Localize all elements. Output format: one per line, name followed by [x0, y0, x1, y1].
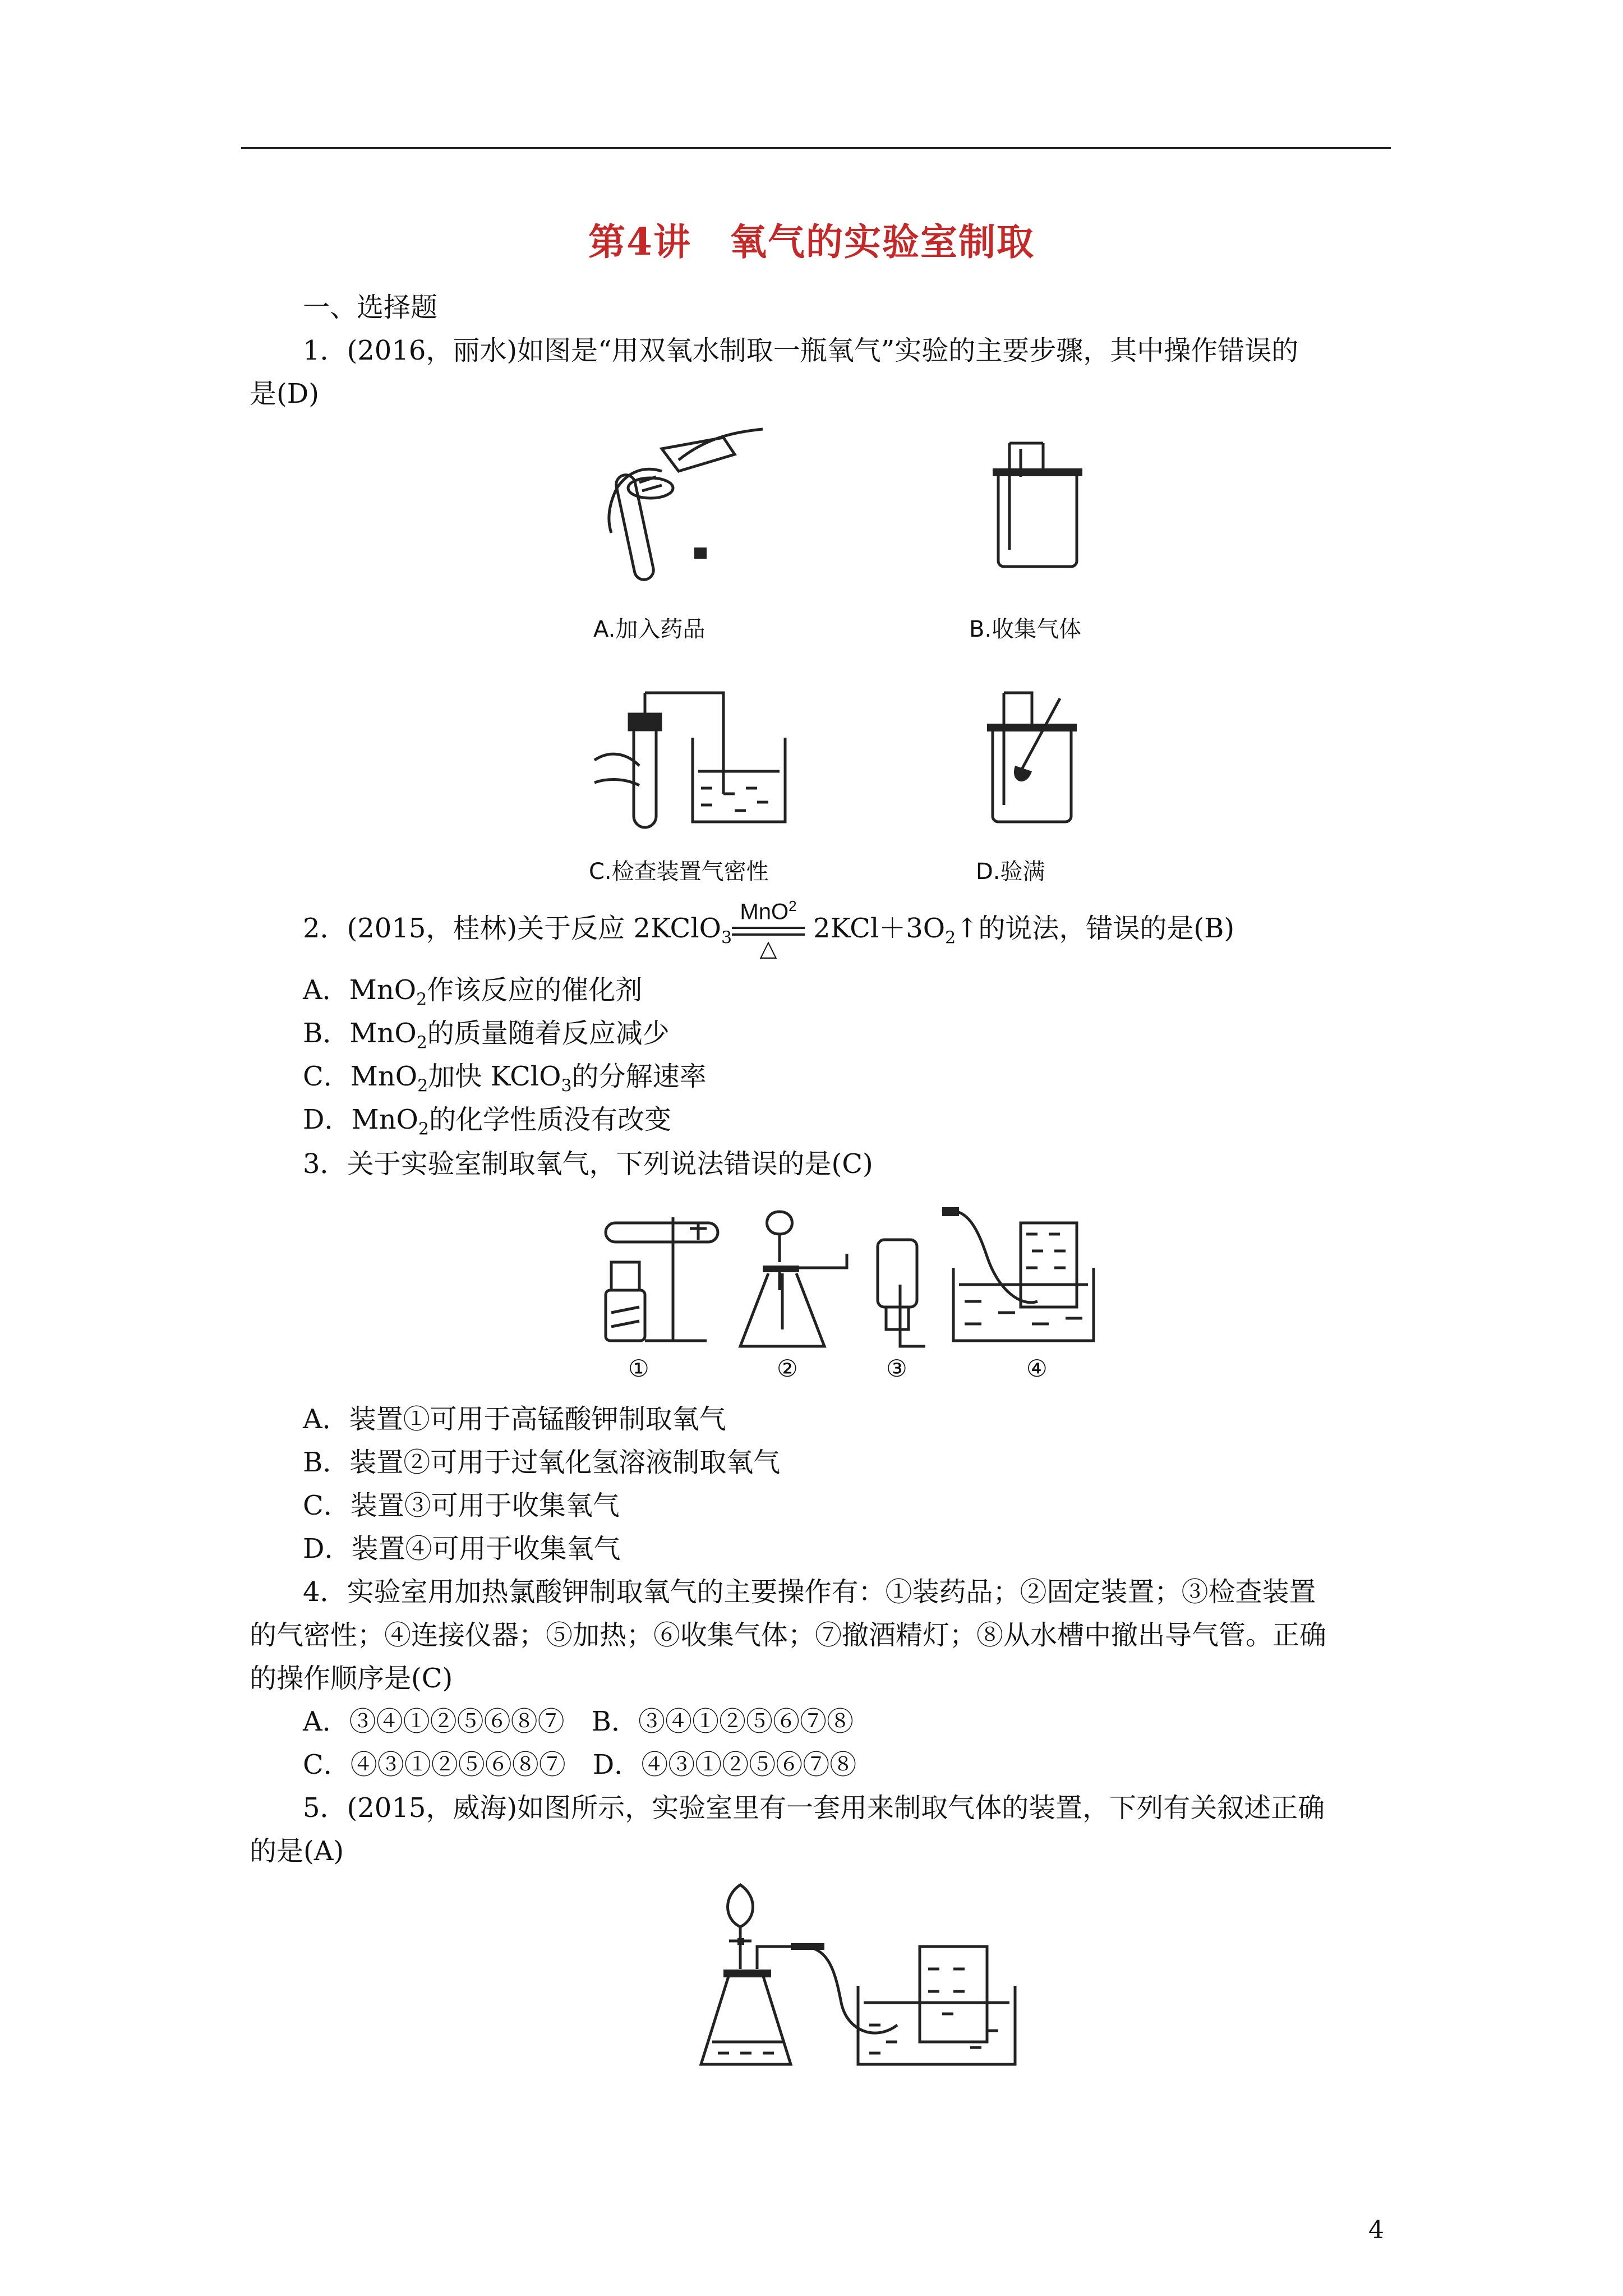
q1-caption-d: D.验满 — [976, 859, 1045, 885]
q2-opt-d-text: D．MnO — [303, 1104, 418, 1135]
q5-line2: 的是(A) — [250, 1835, 344, 1867]
q3-label-3: ③ — [886, 1355, 907, 1382]
q3-apparatus-figure — [594, 1200, 1122, 1358]
q2-option-a — [303, 973, 643, 1010]
q4-line1: 4．实验室用加热氯酸钾制取氧气的主要操作有：①装药品；②固定装置；③检查装置 — [303, 1576, 1316, 1608]
q2-opt-b-rest: 的质量随着反应减少 — [427, 1018, 670, 1049]
q5-line1: 5．(2015，威海)如图所示，实验室里有一套用来制取气体的装置，下列有关叙述正确 — [303, 1792, 1325, 1824]
q3-option-d: D．装置④可用于收集氧气 — [303, 1533, 621, 1565]
q1-figure-d — [976, 687, 1099, 827]
q2-opt-c-sub: 2 — [417, 1076, 428, 1096]
q1-caption-a: A.加入药品 — [593, 616, 706, 642]
q1-stem-line2: 是(D) — [250, 378, 319, 409]
q2-sub3: 3 — [721, 928, 732, 948]
q2-opt-c-text: C．MnO — [303, 1061, 418, 1092]
q2-opt-c-mid: 加快 KClO — [428, 1061, 561, 1092]
q2-stem — [303, 912, 732, 948]
q2-opt-d-rest: 的化学性质没有改变 — [429, 1104, 672, 1135]
q1-figure-a — [594, 426, 780, 595]
q2-product: 2KCl＋3O — [813, 913, 946, 944]
q1-stem-line1: 1．(2016，丽水)如图是“用双氧水制取一瓶氧气”实验的主要步骤，其中操作错误的 — [303, 335, 1299, 366]
q4-line2: 的气密性；④连接仪器；⑤加热；⑥收集气体；⑦撤酒精灯；⑧从水槽中撤出导气管。正确 — [250, 1619, 1327, 1651]
q2-opt-b-sub: 2 — [416, 1033, 427, 1053]
q2-opt-a-sub: 2 — [416, 990, 427, 1010]
q2-opt-c-rest: 的分解速率 — [571, 1061, 707, 1092]
q2-opt-c-sub2: 3 — [561, 1076, 572, 1096]
q2-cond-sup: 2 — [789, 898, 797, 914]
q2-stem-tail — [813, 912, 1235, 948]
q1-figure-c — [589, 682, 813, 833]
q2-opt-a-text: A．MnO — [303, 974, 417, 1006]
q3-option-a: A．装置①可用于高锰酸钾制取氧气 — [303, 1404, 726, 1435]
q4-options-row2: C．④③①②⑤⑥⑧⑦ D．④③①②⑤⑥⑦⑧ — [303, 1749, 857, 1780]
q2-opt-a-rest: 作该反应的催化剂 — [427, 974, 643, 1006]
q5-apparatus-figure — [707, 1874, 1021, 2081]
q3-label-4: ④ — [1026, 1355, 1048, 1382]
q3-option-c: C．装置③可用于收集氧气 — [303, 1490, 620, 1521]
q2-reaction-condition — [732, 893, 805, 961]
q2-cond-top: MnO — [740, 899, 789, 924]
q2-opt-b-text: B．MnO — [303, 1018, 417, 1049]
q2-suffix: ↑的说法，错误的是(B) — [956, 913, 1235, 944]
page-number: 4 — [1368, 2216, 1384, 2244]
q2-opt-d-sub: 2 — [418, 1119, 429, 1139]
q3-label-2: ② — [777, 1355, 798, 1382]
q3-stem: 3．关于实验室制取氧气，下列说法错误的是(C) — [303, 1148, 873, 1180]
q1-caption-b: B.收集气体 — [969, 616, 1082, 642]
page-title: 第4讲 氧气的实验室制取 — [588, 220, 1035, 264]
q2-option-c — [303, 1060, 707, 1096]
header-rule — [241, 147, 1391, 149]
q1-figure-b — [976, 438, 1088, 572]
q1-caption-c: C.检查装置气密性 — [589, 859, 769, 885]
q2-option-b — [303, 1016, 670, 1053]
q4-options-row1: A．③④①②⑤⑥⑧⑦ B．③④①②⑤⑥⑦⑧ — [303, 1706, 854, 1737]
q3-option-b: B．装置②可用于过氧化氢溶液制取氧气 — [303, 1447, 781, 1478]
q2-cond-bottom: △ — [759, 936, 777, 962]
q2-prefix: 2．(2015，桂林)关于反应 2KClO — [303, 913, 721, 944]
section-heading: 一、选择题 — [303, 292, 438, 323]
q3-label-1: ① — [628, 1355, 649, 1382]
q2-option-d — [303, 1103, 671, 1137]
q2-sub2: 2 — [945, 928, 956, 948]
q4-line3: 的操作顺序是(C) — [250, 1663, 453, 1694]
